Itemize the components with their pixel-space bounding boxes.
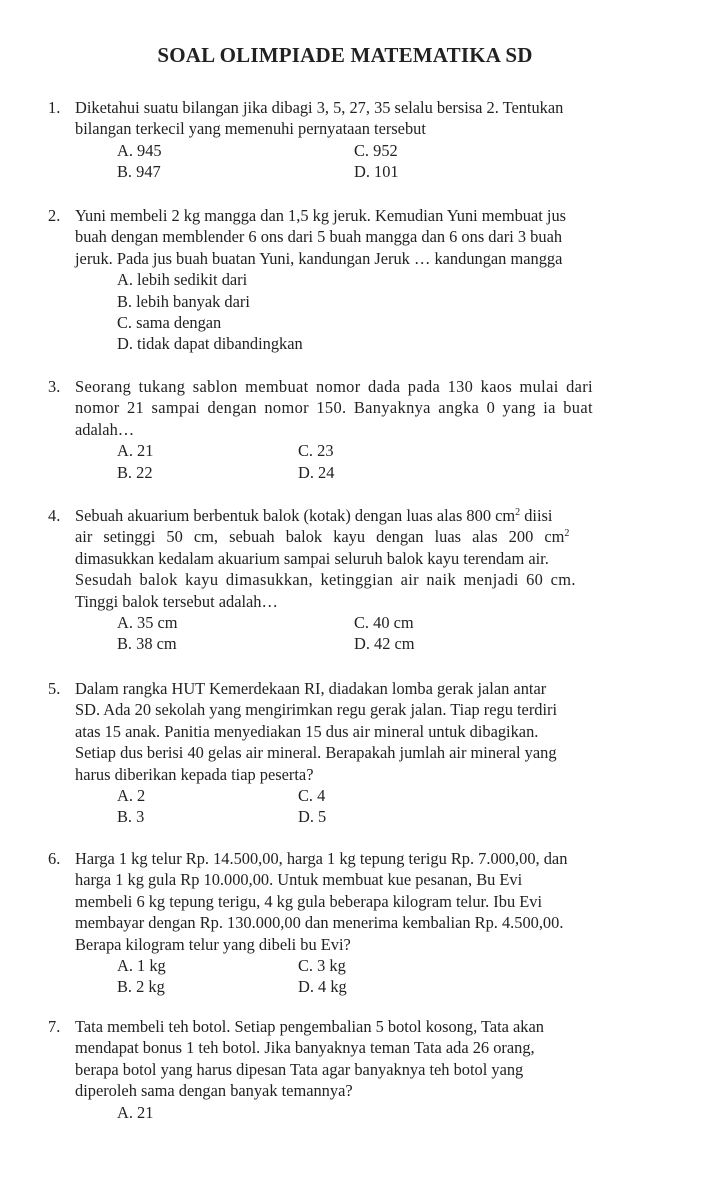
question-text-line: Berapa kilogram telur yang dibeli bu Evi?	[75, 934, 351, 954]
question-text-line: SD. Ada 20 sekolah yang mengirimkan regu gerak jalan. Tiap regu terdiri	[75, 700, 558, 720]
question-text-line: dimasukkan kedalam akuarium sampai seluruh balok kayu terendam air.	[75, 548, 549, 568]
option-b: B. 947	[117, 162, 161, 182]
option-b: B. 38 cm	[117, 634, 177, 654]
question-number: 1.	[48, 98, 61, 117]
question-text-line: buah dengan memblender 6 ons dari 5 buah mangga dan 6 ons dari 3 buah	[75, 227, 563, 247]
option-a: A. 1 kg	[117, 956, 166, 976]
question-number: 4.	[48, 506, 61, 525]
question-text-line: membeli 6 kg tepung terigu, 4 kg gula beberapa kilogram telur. Ibu Evi	[75, 891, 543, 911]
question-text-line: mendapat bonus 1 teh botol. Jika banyaknya teman Tata ada 26 orang,	[75, 1038, 535, 1058]
answer-options	[117, 140, 638, 183]
question-7	[48, 1016, 638, 1123]
option-c: C. 4	[298, 786, 326, 806]
question-text-line: bilangan terkecil yang memenuhi pernyataan tersebut	[75, 119, 426, 139]
answer-options	[117, 955, 638, 998]
question-text-line: Diketahui suatu bilangan jika dibagi 3, 5, 27, 35 selalu bersisa 2. Tentukan	[75, 98, 564, 117]
option-a: A. 945	[117, 140, 162, 160]
answer-options	[117, 785, 638, 828]
question-text-line: air setinggi 50 cm, sebuah balok kayu dengan luas alas 200 $cm^2$	[75, 527, 570, 547]
question-text-line: Tata membeli teh botol. Setiap pengembalian 5 botol kosong, Tata akan	[75, 1017, 544, 1036]
option-c: C. 40 cm	[354, 613, 414, 633]
option-d: D. tidak dapat dibandingkan	[117, 334, 303, 354]
question-text-line: jeruk. Pada jus buah buatan Yuni, kandungan Jeruk … kandungan mangga	[75, 248, 563, 268]
question-3	[48, 376, 638, 483]
option-a: A. lebih sedikit dari	[117, 270, 248, 290]
question-text-line: Dalam rangka HUT Kemerdekaan RI, diadakan lomba gerak jalan antar	[75, 679, 547, 698]
question-number: 6.	[48, 849, 61, 868]
question-text-line: berapa botol yang harus dipesan Tata agar banyaknya teh botol yang	[75, 1059, 524, 1079]
question-number: 3.	[48, 377, 61, 396]
question-text-line: harga 1 kg gula Rp 10.000,00. Untuk membuat kue pesanan, Bu Evi	[75, 870, 523, 890]
option-b: B. 2 kg	[117, 977, 165, 997]
option-b: B. lebih banyak dari	[117, 291, 250, 311]
question-5	[48, 678, 638, 828]
option-a: A. 35 cm	[117, 613, 178, 633]
question-6	[48, 848, 638, 998]
question-text-line: membayar dengan Rp. 130.000,00 dan menerima kembalian Rp. 4.500,00.	[75, 913, 564, 933]
option-c: C. 952	[354, 140, 398, 160]
question-text-line: Seorang tukang sablon membuat nomor dada pada 130 kaos mulai dari	[75, 377, 593, 396]
question-number: 7.	[48, 1017, 61, 1036]
answer-options	[117, 440, 638, 483]
superscript: 2	[564, 528, 570, 540]
question-4	[48, 505, 638, 655]
option-c: C. sama dengan	[117, 313, 222, 332]
question-text-line: Harga 1 kg telur Rp. 14.500,00, harga 1 kg tepung terigu Rp. 7.000,00, dan	[75, 849, 568, 868]
option-c: C. 23	[298, 441, 334, 461]
option-d: D. 24	[298, 462, 335, 482]
option-b: B. 22	[117, 462, 153, 482]
question-text-line: Setiap dus berisi 40 gelas air mineral. Berapakah jumlah air mineral yang	[75, 743, 557, 763]
option-d: D. 101	[354, 162, 399, 182]
option-d: D. 5	[298, 807, 327, 827]
answer-options	[117, 269, 638, 355]
question-text-line: Yuni membeli 2 kg mangga dan 1,5 kg jeruk. Kemudian Yuni membuat jus	[75, 206, 567, 225]
answer-options	[117, 1102, 638, 1123]
option-a: A. 21	[117, 441, 154, 461]
superscript: 2	[515, 507, 521, 518]
option-a: A. 2	[117, 786, 146, 806]
question-text-line: nomor 21 sampai dengan nomor 150. Banyaknya angka 0 yang ia buat	[75, 398, 593, 418]
question-1	[48, 97, 638, 183]
question-number: 2.	[48, 206, 61, 225]
question-text-line: Sesudah balok kayu dimasukkan, ketinggian air naik menjadi 60 cm.	[75, 570, 576, 590]
question-text-line: harus diberikan kepada tiap peserta?	[75, 764, 314, 784]
question-text-line: diperoleh sama dengan banyak temannya?	[75, 1081, 353, 1101]
option-a: A. 21	[117, 1102, 154, 1122]
question-text-line: adalah…	[75, 419, 135, 439]
question-text-line: Sebuah akuarium berbentuk balok (kotak) dengan luas alas 800 $cm^2$ diisi	[75, 506, 553, 525]
question-text-line: Tinggi balok tersebut adalah…	[75, 591, 278, 611]
option-c: C. 3 kg	[298, 956, 346, 976]
question-2	[48, 205, 638, 355]
option-b: B. 3	[117, 807, 145, 827]
question-number: 5.	[48, 679, 61, 698]
answer-options	[117, 612, 638, 655]
option-d: D. 4 kg	[298, 977, 347, 997]
option-d: D. 42 cm	[354, 634, 415, 654]
page-title: SOAL OLIMPIADE MATEMATIKA SD	[157, 43, 533, 67]
question-text-line: atas 15 anak. Panitia menyediakan 15 dus air mineral untuk dibagikan.	[75, 721, 539, 741]
